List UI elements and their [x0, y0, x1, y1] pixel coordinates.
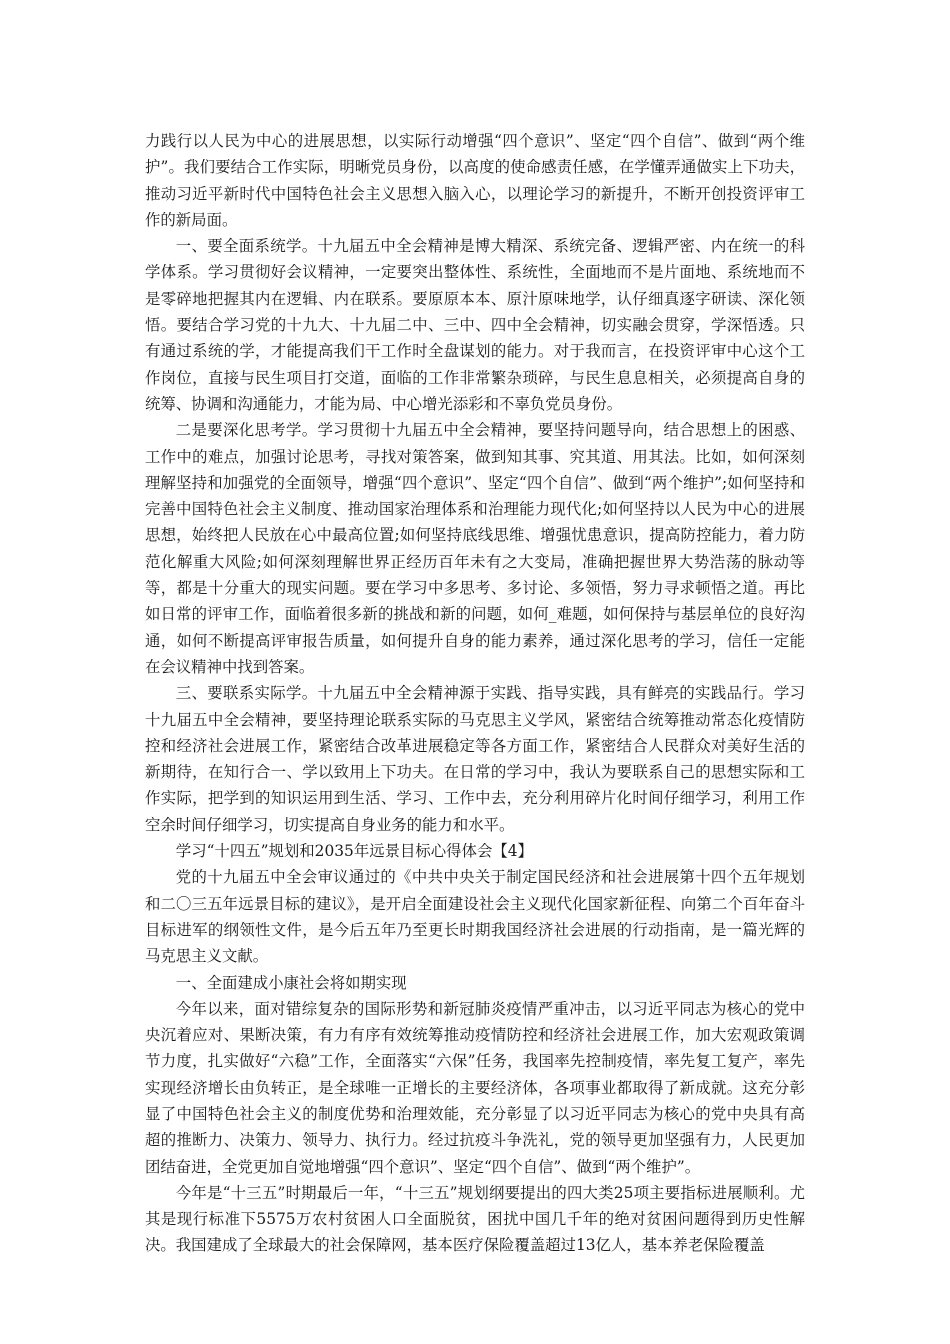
paragraph-body-2: 今年是“十三五”时期最后一年，“十三五”规划纲要提出的四大类25项主要指标进展顺利。尤其是现行标准下5575万农村贫困人口全面脱贫，困扰中国几千年的绝对贫困问题得到历史性解决。我国建成了全球最大的社会保障网，基本医疗保险覆盖超过13亿人，基本养老保险覆盖: [145, 1183, 805, 1255]
article-title: 学习“十四五”规划和2035年远景目标心得体会【4】: [175, 842, 533, 861]
paragraph-body-1: 今年以来，面对错综复杂的国际形势和新冠肺炎疫情严重冲击，以习近平同志为核心的党中央沉着应对、果断决策，有力有序有效统筹推动疫情防控和经济社会进展工作，加大宏观政策调节力度，扎实做好“六稳”工作，全面落实“六保”任务，我国率先控制疫情，率先复工复产，率先实现经济增长由负转正，是全球唯一正增长的主要经济体，各项事业都取得了新成就。这充分彰显了中国特色社会主义的制度优势和治理效能，充分彰显了以习近平同志为核心的党中央具有高超的推断力、决策力、领导力、执行力。经过抗疫斗争洗礼，党的领导更加坚强有力，人民更加团结奋进，全党更加自觉地增强“四个意识”、坚定“四个自信”、做到“两个维护”。: [145, 999, 805, 1176]
document-page: [145, 128, 805, 1259]
paragraph-intro: 党的十九届五中全会审议通过的《中共中央关于制定国民经济和社会进展第十四个五年规划和二〇三五年远景目标的建议》，是开启全面建设社会主义现代化国家新征程、向第二个百年奋斗目标进军的纲领性文件，是今后五年乃至更长时期我国经济社会进展的行动指南，是一篇光辉的马克思主义文献。: [145, 868, 805, 966]
paragraph-section-3: 三、要联系实际学。十九届五中全会精神源于实践、指导实践，具有鲜亮的实践品行。学习十九届五中全会精神，要坚持理论联系实际的马克思主义学风，紧密结合统筹推动常态化疫情防控和经济社会进展工作，紧密结合改革进展稳定等各方面工作，紧密结合人民群众对美好生活的新期待，在知行合一、学以致用上下功夫。在日常的学习中，我认为要联系自己的思想实际和工作实际，把学到的知识运用到生活、学习、工作中去，充分利用碎片化时间仔细学习，利用工作空余时间仔细学习，切实提高自身业务的能力和水平。: [145, 684, 805, 834]
paragraph-continuation: 力践行以人民为中心的进展思想，以实际行动增强“四个意识”、坚定“四个自信”、做到“两个维护”。我们要结合工作实际，明晰党员身份，以高度的使命感责任感，在学懂弄通做实上下功夫，推动习近平新时代中国特色社会主义思想入脑入心，以理论学习的新提升，不断开创投资评审工作的新局面。: [145, 132, 805, 229]
paragraph-section-2: 二是要深化思考学。学习贯彻十九届五中全会精神，要坚持问题导向，结合思想上的困惑、工作中的难点，加强讨论思考，寻找对策答案，做到知其事、究其道、用其法。比如，如何深刻理解坚持和加强党的全面领导，增强“四个意识”、坚定“四个自信”、做到“两个维护”;如何坚持和完善中国特色社会主义制度、推动国家治理体系和治理能力现代化;如何坚持以人民为中心的进展思想，始终把人民放在心中最高位置;如何坚持底线思维、增强忧患意识，提高防控能力，着力防范化解重大风险;如何深刻理解世界正经历百年未有之大变局，准确把握世界大势浩荡的脉动等等，都是十分重大的现实问题。要在学习中多思考、多讨论、多领悟，努力寻求顿悟之道。再比如日常的评审工作，面临着很多新的挑战和新的问题，如何_难题，如何保持与基层单位的良好沟通，如何不断提高评审报告质量，如何提升自身的能力素养，通过深化思考的学习，信任一定能在会议精神中找到答案。: [145, 421, 805, 676]
paragraph-section-1: 一、要全面系统学。十九届五中全会精神是博大精深、系统完备、逻辑严密、内在统一的科学体系。学习贯彻好会议精神，一定要突出整体性、系统性，全面地而不是片面地、系统地而不是零碎地把握其内在逻辑、内在联系。要原原本本、原汁原味地学，认仔细真逐字研读、深化领悟。要结合学习党的十九大、十九届二中、三中、四中全会精神，切实融会贯穿，学深悟透。只有通过系统的学，才能提高我们干工作时全盘谋划的能力。对于我而言，在投资评审中心这个工作岗位，直接与民生项目打交道，面临的工作非常繁杂琐碎，与民生息息相关，必须提高自身的统筹、协调和沟通能力，才能为局、中心增光添彩和不辜负党员身份。: [145, 237, 805, 413]
section-heading: 一、全面建成小康社会将如期实现: [175, 973, 407, 992]
